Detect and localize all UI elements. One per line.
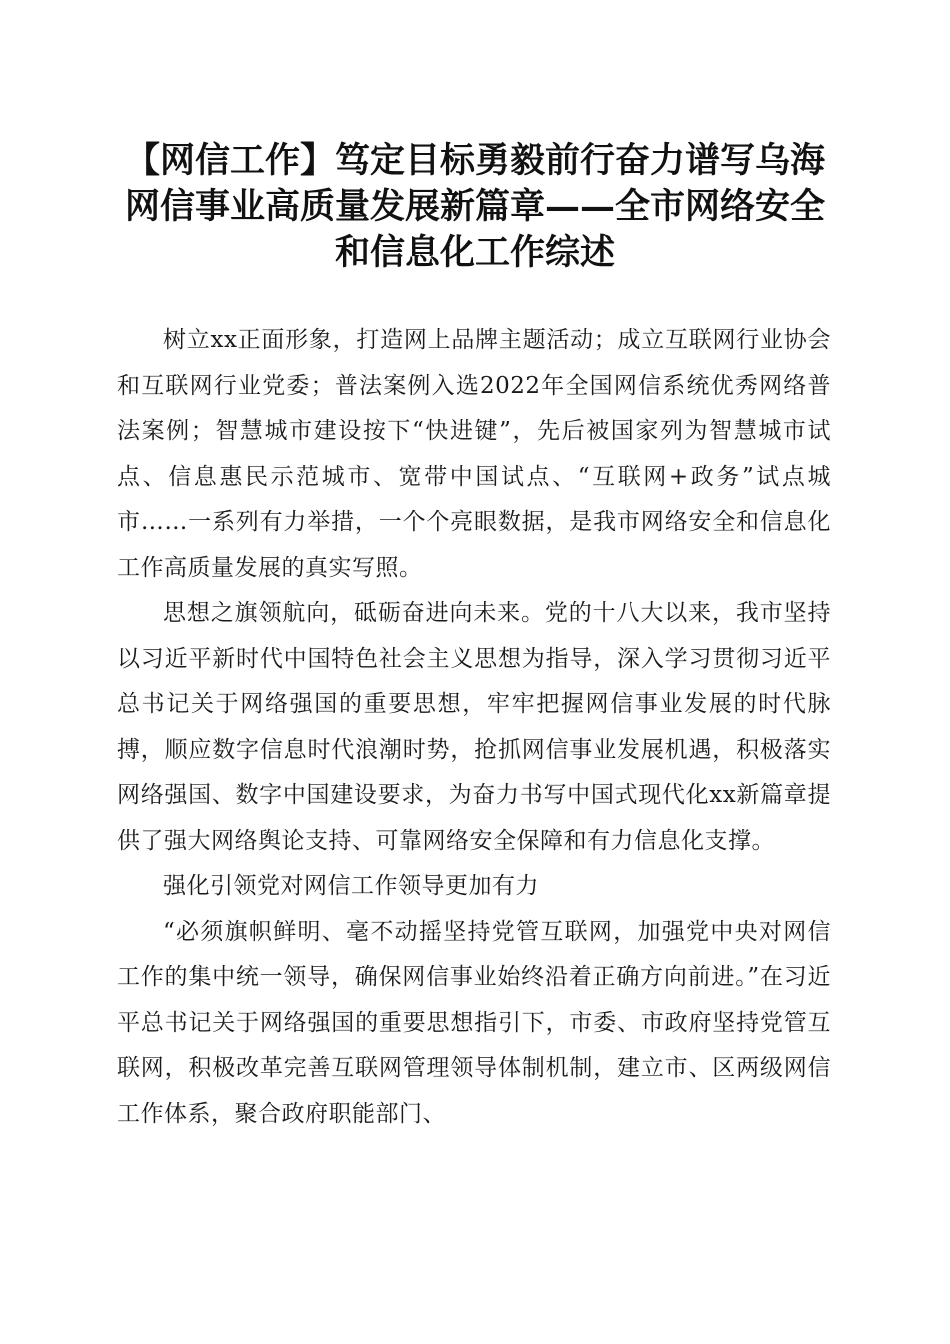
document-body <box>117 318 831 1137</box>
section-heading: 强化引领党对网信工作领导更加有力 <box>163 873 539 899</box>
document-title: 【网信工作】笃定目标勇毅前行奋力谱写乌海网信事业高质量发展新篇章——全市网络安全和信息化工作综述 <box>124 140 825 273</box>
paragraph-intro: 树立xx正面形象，打造网上品牌主题活动；成立互联网行业协会和互联网行业党委；普法案例入选2022年全国网信系统优秀网络普法案例；智慧城市建设按下“快进键”，先后被国家列为智慧城市试点、信息惠民示范城市、宽带中国试点、“互联网+政务”试点城市……一系列有力举措，一个个亮眼数据，是我市网络安全和信息化工作高质量发展的真实写照。 <box>117 327 831 581</box>
paragraph-leadership: “必须旗帜鲜明、毫不动摇坚持党管互联网，加强党中央对网信工作的集中统一领导，确保网信事业始终沿着正确方向前进。”在习近平总书记关于网络强国的重要思想指引下，市委、市政府坚持党管互联网，积极改革完善互联网管理领导体制机制，建立市、区两级网信工作体系，聚合政府职能部门、 <box>117 918 831 1127</box>
paragraph-thought: 思想之旗领航向，砥砺奋进向未来。党的十八大以来，我市坚持以习近平新时代中国特色社会主义思想为指导，深入学习贯彻习近平总书记关于网络强国的重要思想，牢牢把握网信事业发展的时代脉搏，顺应数字信息时代浪潮时势，抢抓网信事业发展机遇，积极落实网络强国、数字中国建设要求，为奋力书写中国式现代化xx新篇章提供了强大网络舆论支持、可靠网络安全保障和有力信息化支撑。 <box>117 600 831 854</box>
